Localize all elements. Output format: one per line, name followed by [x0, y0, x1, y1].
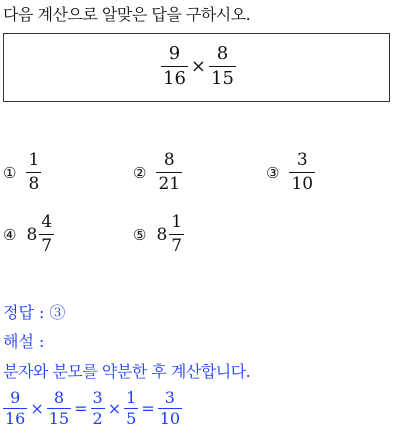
solution-fraction [124, 390, 138, 427]
fraction-a [161, 45, 188, 88]
multiply-sign: × [190, 56, 206, 77]
solution-fraction [47, 390, 71, 427]
answer-value: ③ [49, 303, 66, 322]
answer-label: 정답 : [3, 303, 50, 322]
choice-number: ① [3, 163, 17, 182]
solution-fraction [3, 390, 27, 427]
numerator: 3 [92, 388, 103, 407]
denominator: 2 [92, 409, 103, 428]
denominator: 16 [5, 409, 26, 428]
numerator: 1 [126, 388, 137, 407]
answer-line [3, 300, 66, 323]
explanation-label: 해설 : [3, 332, 45, 351]
numerator: 8 [216, 43, 229, 64]
equals-sign: = [74, 399, 88, 418]
choice-4[interactable] [3, 214, 54, 255]
solution-fraction [91, 390, 105, 427]
multiply-sign: × [107, 399, 122, 418]
solution-fraction [158, 390, 182, 427]
choice-1[interactable] [3, 152, 41, 193]
numerator: 3 [296, 150, 308, 170]
explanation-text: 분자와 분모를 약분한 후 계산합니다. [3, 362, 251, 381]
choice-number: ⑤ [133, 225, 147, 244]
fraction-b [209, 45, 236, 88]
denominator: 15 [48, 409, 70, 428]
denominator: 15 [211, 68, 234, 89]
choice-fraction [39, 214, 54, 255]
numerator: 1 [171, 212, 183, 232]
numerator: 3 [164, 388, 175, 407]
whole-number: 8 [26, 224, 38, 245]
multiply-sign: × [30, 399, 44, 418]
choice-number: ② [133, 163, 147, 182]
problem-expression [161, 45, 236, 88]
choice-fraction [169, 214, 184, 255]
denominator: 7 [171, 236, 183, 256]
numerator: 4 [41, 212, 53, 232]
denominator: 21 [158, 174, 181, 194]
numerator: 1 [28, 150, 40, 170]
choice-fraction [26, 152, 41, 193]
choice-3[interactable] [266, 152, 315, 193]
question-text: 다음 계산으로 알맞은 답을 구하시오. [3, 5, 251, 24]
denominator: 5 [126, 409, 137, 428]
numerator: 9 [10, 388, 21, 407]
whole-number: 8 [156, 224, 168, 245]
numerator: 8 [163, 150, 175, 170]
choice-number: ④ [3, 225, 17, 244]
choice-fraction [156, 152, 182, 193]
denominator: 7 [41, 236, 53, 256]
solution-expression [3, 390, 182, 427]
choice-fraction [289, 152, 315, 193]
denominator: 10 [159, 409, 181, 428]
denominator: 8 [28, 174, 40, 194]
numerator: 8 [53, 388, 65, 407]
denominator: 16 [163, 68, 186, 89]
choice-number: ③ [266, 163, 280, 182]
denominator: 10 [291, 174, 314, 194]
choice-5[interactable] [133, 214, 184, 255]
equals-sign: = [141, 399, 155, 418]
choice-2[interactable] [133, 152, 182, 193]
numerator: 9 [168, 43, 181, 64]
